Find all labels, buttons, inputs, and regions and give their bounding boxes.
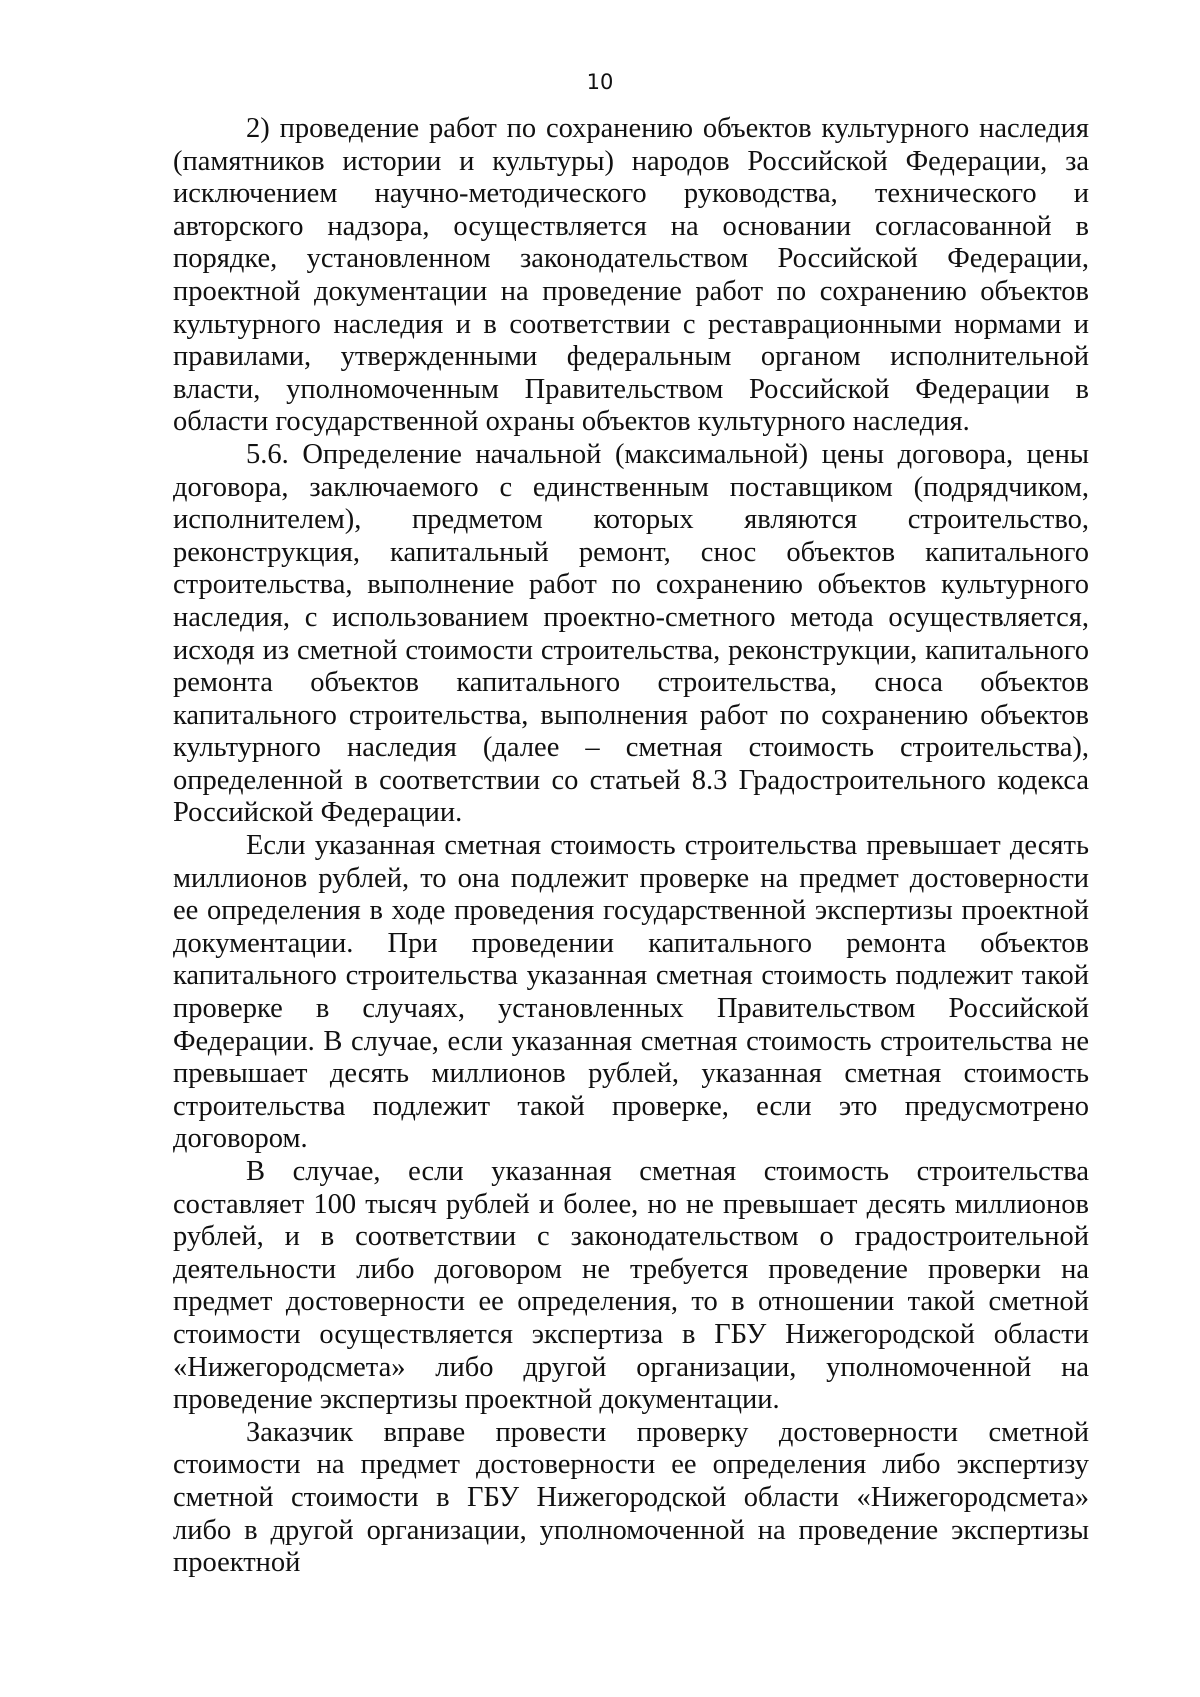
page-number: 10 (586, 70, 614, 94)
paragraph-clause-5-6: 5.6. Определение начальной (максимальной) цены договора, цены договора, заключаемого с единственным поставщиком (подрядчиком, исполнителем), предметом которых являются строительство, реконструкция, капитальный ремонт, снос объектов капитального строительства, выполнение работ по сохранению объектов культурного наследия, с использованием проектно-сметного метода осуществляется, исходя из сметной стоимости строительства, реконструкции, капитального ремонта объектов капитального строительства, сноса объектов капитального строительства, выполнения работ по сохранению объектов культурного наследия (далее – сметная стоимость строительства), определенной в соответствии со статьей 8.3 Градостроительного кодекса Российской Федерации. (173, 438, 1089, 829)
paragraph-estimate-over-ten-million: Если указанная сметная стоимость строительства превышает десять миллионов рублей, то она подлежит проверке на предмет достоверности ее определения в ходе проведения государственной экспертизы проектной документации. При проведении капитального ремонта объектов капитального строительства указанная сметная стоимость подлежит такой проверке в случаях, установленных Правительством Российской Федерации. В случае, если указанная сметная стоимость строительства не превышает десять миллионов рублей, указанная сметная стоимость строительства подлежит такой проверке, если это предусмотрено договором. (173, 830, 1089, 1155)
paragraph-estimate-100k-to-ten-million: В случае, если указанная сметная стоимость строительства составляет 100 тысяч рублей и более, но не превышает десять миллионов рублей, и в соответствии с законодательством о градостроительной деятельности либо договором не требуется проведение проверки на предмет достоверности ее определения, то в отношении такой сметной стоимости осуществляется экспертиза в ГБУ Нижегородской области «Нижегородсмета» либо другой организации, уполномоченной на проведение экспертизы проектной документации. (173, 1156, 1089, 1416)
paragraph-item-2: 2) проведение работ по сохранению объектов культурного наследия (памятников истории и культуры) народов Российской Федерации, за исключением научно-методического руководства, технического и авторского надзора, осуществляется на основании согласованной в порядке, установленном законодательством Российской Федерации, проектной документации на проведение работ по сохранению объектов культурного наследия и в соответствии с реставрационными нормами и правилами, утвержденными федеральным органом исполнительной власти, уполномоченным Правительством Российской Федерации в области государственной охраны объектов культурного наследия. (173, 113, 1089, 438)
paragraph-customer-right: Заказчик вправе провести проверку достоверности сметной стоимости на предмет достоверности ее определения либо экспертизу сметной стоимости в ГБУ Нижегородской области «Нижегородсмета» либо в другой организации, уполномоченной на проведение экспертизы проектной (173, 1416, 1089, 1579)
document-body (173, 113, 1089, 1580)
